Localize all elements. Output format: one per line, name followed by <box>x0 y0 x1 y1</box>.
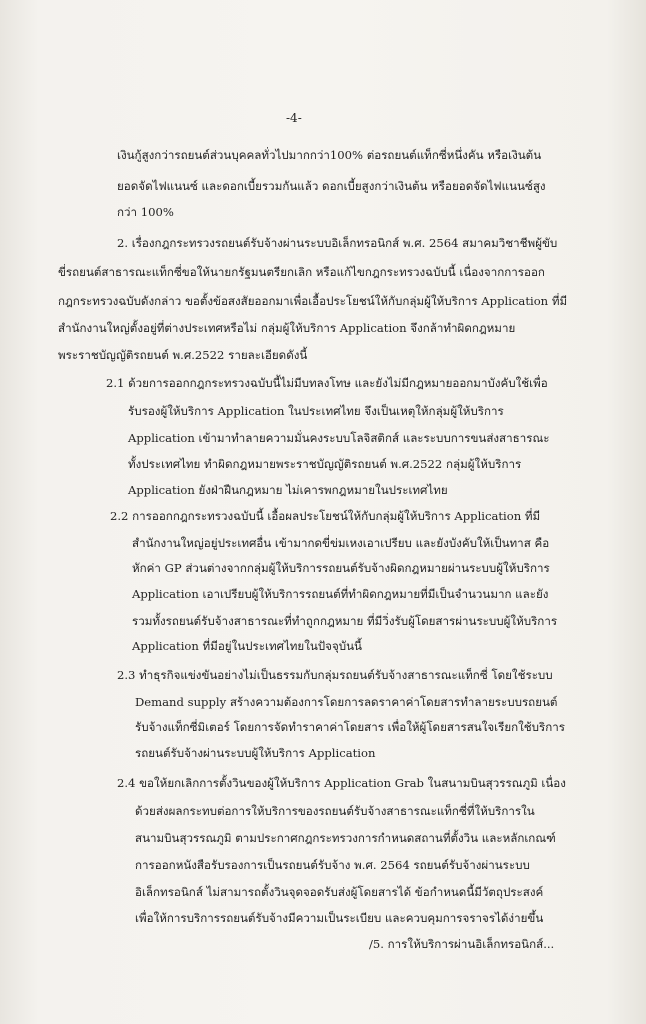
paragraph-line: กว่า 100% <box>117 205 174 219</box>
paragraph-line: 2. เรื่องกฎกระทรวงรถยนต์รับจ้างผ่านระบบอิเล็กทรอนิกส์ พ.ศ. 2564 สมาคมวิชาชีพผู้ขับ <box>117 236 558 250</box>
paragraph-line: หักค่า GP ส่วนต่างจากกลุ่มผู้ให้บริการรถยนต์รับจ้างผิดกฎหมายผ่านระบบผู้ให้บริการ <box>132 561 550 575</box>
paragraph-line: 2.4 ขอให้ยกเลิกการตั้งวินของผู้ให้บริการ Application Grab ในสนามบินสุวรรณภูมิ เนื่อง <box>117 776 566 790</box>
paragraph-line: เพื่อให้การบริการรถยนต์รับจ้างมีความเป็นระเบียบ และควบคุมการจราจรได้ง่ายขึ้น <box>135 911 544 925</box>
paragraph-line: Application ยังฝ่าฝืนกฎหมาย ไม่เคารพกฎหมายในประเทศไทย <box>128 483 448 497</box>
paragraph-line: 2.1 ด้วยการออกกฎกระทรวงฉบับนี้ไม่มีบทลงโทษ และยังไม่มีกฎหมายออกมาบังคับใช้เพื่อ <box>106 376 548 390</box>
paragraph-line: ขี่รถยนต์สาธารณะแท็กซี่ขอให้นายกรัฐมนตรียกเลิก หรือแก้ไขกฎกระทรวงฉบับนี้ เนื่องจากการออก <box>58 265 545 279</box>
paragraph-line: Application ที่มีอยู่ในประเทศไทยในปัจจุบันนี้ <box>132 639 362 653</box>
paragraph-line: รับรองผู้ให้บริการ Application ในประเทศไทย จึงเป็นเหตุให้กลุ่มผู้ให้บริการ <box>128 404 504 418</box>
page-number: -4- <box>286 111 302 125</box>
paragraph-line: อิเล็กทรอนิกส์ ไม่สามารถตั้งวินจุดจอดรับส่งผู้โดยสารได้ ข้อกำหนดนี้มีวัตถุประสงค์ <box>135 885 544 899</box>
paragraph-line: ด้วยส่งผลกระทบต่อการให้บริการของรถยนต์รับจ้างสาธารณะแท็กซี่ที่ให้บริการใน <box>135 804 535 818</box>
paragraph-line: สนามบินสุวรรณภูมิ ตามประกาศกฎกระทรวงการกำหนดสถานที่ตั้งวิน และหลักเกณฑ์ <box>135 831 556 845</box>
paragraph-line: ทั้งประเทศไทย ทำผิดกฎหมายพระราชบัญญัติรถยนต์ พ.ศ.2522 กลุ่มผู้ให้บริการ <box>128 457 522 471</box>
paragraph-line: 2.2 การออกกฎกระทรวงฉบับนี้ เอื้อผลประโยชน์ให้กับกลุ่มผู้ให้บริการ Application ที่มี <box>110 509 541 523</box>
paragraph-line: Demand supply สร้างความต้องการโดยการลดราคาค่าโดยสารทำลายระบบรถยนต์ <box>135 695 558 709</box>
paragraph-line: Application เอาเปรียบผู้ให้บริการรถยนต์ที่ทำผิดกฎหมายที่มีเป็นจำนวนมาก และยัง <box>132 587 549 601</box>
paragraph-line: รถยนต์รับจ้างผ่านระบบผู้ให้บริการ Application <box>135 746 376 760</box>
paragraph-line: สำนักงานใหญ่อยู่ประเทศอื่น เข้ามากดขี่ข่มเหงเอาเปรียบ และยังบังคับให้เป็นทาส คือ <box>132 536 550 550</box>
paragraph-line: กฎกระทรวงฉบับดังกล่าว ขอตั้งข้อสงสัยออกมาเพื่อเอื้อประโยชน์ให้กับกลุ่มผู้ให้บริการ Application ที่มี <box>58 294 568 308</box>
paragraph-line: สำนักงานใหญ่ตั้งอยู่ที่ต่างประเทศหรือไม่ กลุ่มผู้ให้บริการ Application จึงกล้าทำผิดกฎหมาย <box>58 321 516 335</box>
paragraph-line: รับจ้างแท็กซี่มิเตอร์ โดยการจัดทำราคาค่าโดยสาร เพื่อให้ผู้โดยสารสนใจเรียกใช้บริการ <box>135 720 566 734</box>
paragraph-line: Application เข้ามาทำลายความมั่นคงระบบโลจิสติกส์ และระบบการขนส่งสาธารณะ <box>128 431 550 445</box>
paragraph-line: รวมทั้งรถยนต์รับจ้างสาธารณะที่ทำถูกกฎหมาย ที่มีวิ่งรับผู้โดยสารผ่านระบบผู้ให้บริการ <box>132 614 558 628</box>
paragraph-line: 2.3 ทำธุรกิจแข่งขันอย่างไม่เป็นธรรมกับกลุ่มรถยนต์รับจ้างสาธารณะแท็กซี่ โดยใช้ระบบ <box>117 668 553 682</box>
paragraph-line: เงินกู้สูงกว่ารถยนต์ส่วนบุคคลทั่วไปมากกว่า100% ต่อรถยนต์แท็กซี่หนึ่งคัน หรือเงินต้น <box>117 148 542 162</box>
paragraph-line: พระราชบัญญัติรถยนต์ พ.ศ.2522 รายละเอียดดังนี้ <box>58 348 308 362</box>
paragraph-line: ยอดจัดไฟแนนซ์ และดอกเบี้ยรวมกันแล้ว ดอกเบี้ยสูงกว่าเงินต้น หรือยอดจัดไฟแนนซ์สูง <box>117 179 546 193</box>
continuation-note: /5. การให้บริการผ่านอิเล็กทรอนิกส์... <box>369 937 555 951</box>
paragraph-line: การออกหนังสือรับรองการเป็นรถยนต์รับจ้าง พ.ศ. 2564 รถยนต์รับจ้างผ่านระบบ <box>135 858 530 872</box>
